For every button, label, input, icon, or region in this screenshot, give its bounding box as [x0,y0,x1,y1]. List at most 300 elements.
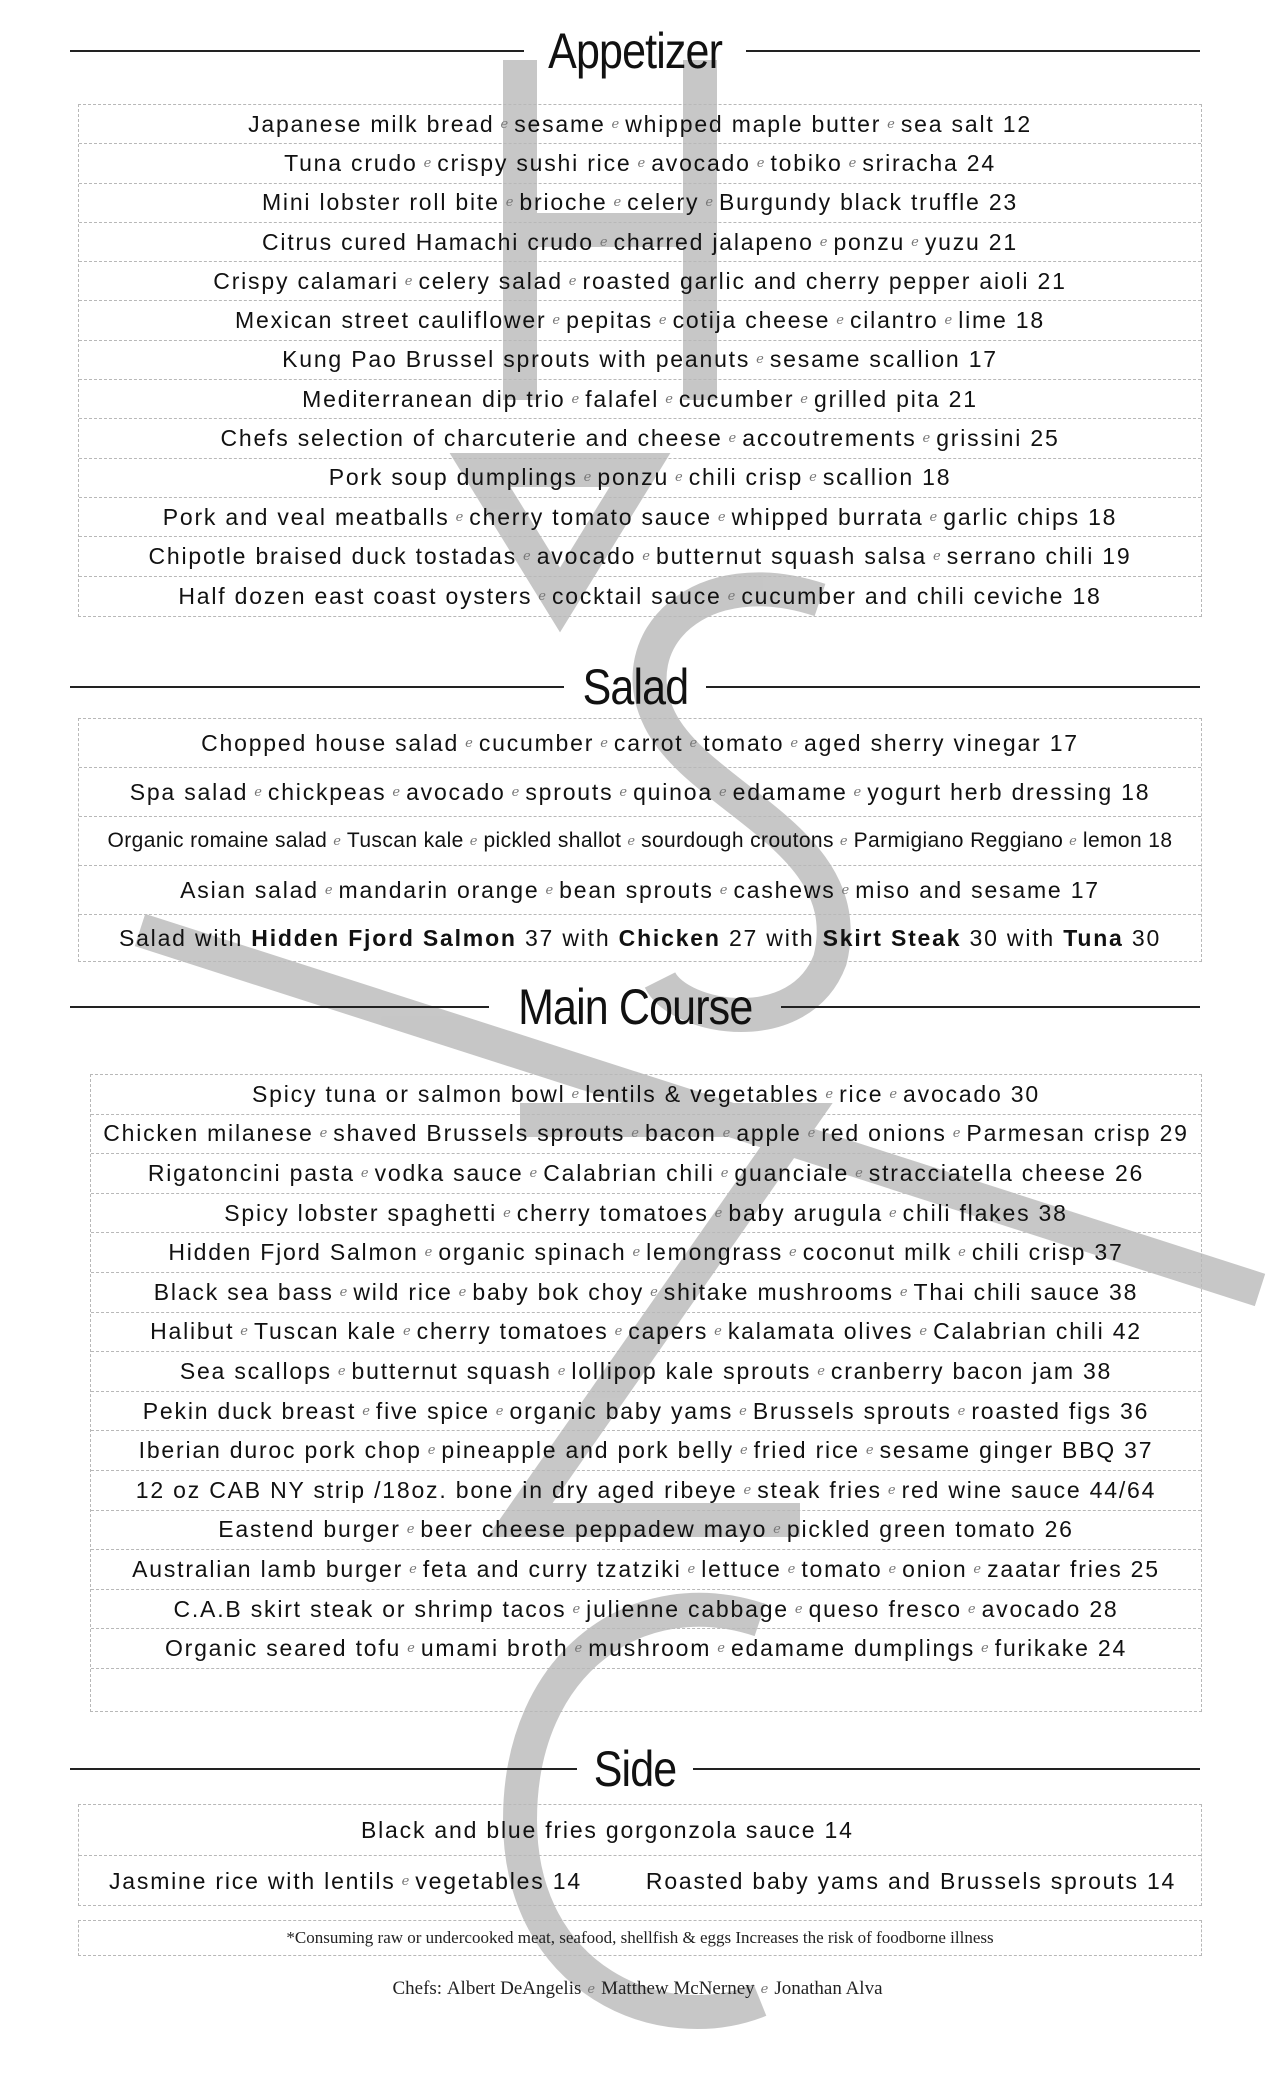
separator-icon: e [957,1403,966,1419]
menu-item-part: coconut milk [802,1239,953,1266]
menu-item-part: tobiko [770,149,843,176]
menu-item-part: rice [839,1080,884,1107]
menu-item-part: falafel [585,385,660,412]
menu-item-part: Burgundy black truffle 23 [719,189,1019,216]
separator-icon: e [503,1205,511,1221]
separator-icon: e [627,833,636,849]
separator-icon: e [240,1324,248,1340]
menu-item-part: edamame [732,778,848,805]
heading-rule-left [70,1006,489,1008]
menu-item-part: julienne cabbage [586,1595,789,1622]
menu-item-part: baby bok choy [472,1278,645,1305]
menu-item-part: Chefs selection of charcuterie and cheese [220,425,723,452]
separator-icon: e [557,1363,566,1379]
separator-icon: e [611,116,620,132]
separator-icon: e [911,234,919,250]
chefs-credit: Chefs: Albert DeAngelis e Matthew McNerney e Jonathan Alva [392,1978,883,1999]
menu-item-part: grissini 25 [936,425,1060,452]
salad-protein-row: Salad with Hidden Fjord Salmon 37 with Chicken 27 with Skirt Steak 30 with Tuna 30 [118,924,1162,951]
side-heading [70,1734,1200,1804]
separator-icon: e [642,548,650,564]
separator-icon: e [933,548,941,564]
separator-icon: e [714,1324,722,1340]
menu-item-part: organic spinach [438,1239,627,1266]
menu-item [79,459,1201,498]
separator-icon: e [511,784,520,800]
menu-item-part: Japanese milk bread [248,110,495,137]
menu-item-part: butternut squash salsa [655,542,928,569]
section-title: Salad [582,659,688,715]
separator-icon: e [409,1561,417,1577]
menu-item-part: quinoa [633,778,713,805]
separator-icon: e [756,352,764,368]
separator-icon: e [427,1443,436,1459]
separator-icon: e [743,1482,752,1498]
menu-item [79,817,1201,866]
separator-icon: e [572,1601,581,1617]
menu-item-part: bacon [644,1120,717,1147]
menu-item-part: wild rice [353,1278,453,1305]
menu-item-part: cucumber [678,385,795,412]
menu-item [79,419,1201,458]
menu-item-part: garlic chips 18 [943,503,1118,530]
separator-icon: e [887,116,895,132]
separator-icon: e [817,1363,825,1379]
menu-item-part: bean sprouts [559,876,714,903]
menu-item-part: pickled shallot [483,829,622,852]
separator-icon: e [402,1324,411,1340]
menu-item-part: yuzu 21 [924,228,1018,255]
menu-item-part: red onions [821,1120,947,1147]
menu-item-part: Calabrian chili [543,1159,715,1186]
menu-item-part: sesame ginger BBQ 37 [879,1437,1154,1464]
separator-icon: e [958,1245,966,1261]
separator-icon: e [728,431,737,447]
separator-icon: e [568,273,577,289]
menu-item-part: avocado [406,778,506,805]
menu-item [91,1313,1201,1353]
menu-item-part: avocado 30 [903,1080,1040,1107]
separator-icon: e [631,1126,639,1142]
appetizer-heading [70,16,1200,86]
menu-item [79,577,1201,616]
menu-item [91,1115,1201,1155]
menu-item-part: Kung Pao Brussel sprouts with peanuts [282,346,751,373]
separator-icon: e [545,882,554,898]
separator-icon: e [720,1165,729,1181]
menu-item-part: yogurt herb dressing 18 [867,778,1151,805]
separator-icon: e [505,195,514,211]
heading-rule-right [781,1006,1200,1008]
separator-icon: e [552,313,561,329]
heading-rule-right [706,686,1200,688]
heading-rule-right [746,50,1200,52]
menu-item-part: roasted garlic and cherry pepper aioli 21 [582,267,1067,294]
separator-icon: e [423,155,432,171]
menu-item-part: Halibut [150,1318,235,1345]
menu-item-part: chili crisp [688,464,804,491]
menu-item-part: furikake 24 [994,1635,1128,1662]
menu-item-part: cranberry bacon jam 38 [830,1357,1113,1384]
separator-icon: e [717,1641,725,1657]
separator-icon: e [571,1086,580,1102]
separator-icon: e [705,195,714,211]
separator-icon: e [825,1086,834,1102]
menu-item-part: organic baby yams [509,1397,734,1424]
separator-icon: e [794,1601,803,1617]
menu-item-part: chili flakes 38 [902,1199,1068,1226]
separator-icon: e [455,509,464,525]
menu-item-part: Spa salad [129,778,249,805]
menu-item-part: sprouts [525,778,614,805]
separator-icon: e [658,313,667,329]
separator-icon: e [922,431,931,447]
menu-item-part: Black sea bass [153,1278,334,1305]
menu-item-part: feta and curry tzatziki [422,1555,682,1582]
menu-item-part: Mediterranean dip trio [302,385,566,412]
separator-icon: e [254,784,262,800]
heading-rule-left [70,686,564,688]
allergy-footnote: *Consuming raw or undercooked meat, seafood, shellfish & eggs Increases the risk of foodborne illness [78,1920,1202,1956]
separator-icon: e [967,1601,976,1617]
menu-item-part: miso and sesame 17 [855,876,1100,903]
menu-item-part: baby arugula [728,1199,883,1226]
menu-item-part: sesame scallion 17 [769,346,998,373]
separator-icon: e [339,1284,348,1300]
menu-item [79,184,1201,223]
separator-icon: e [583,470,592,486]
separator-icon: e [613,195,622,211]
menu-item-part: celery [627,189,700,216]
menu-item [91,1352,1201,1392]
menu-item-part: lettuce [701,1555,782,1582]
menu-item-part: zaatar fries 25 [987,1555,1160,1582]
separator-icon: e [500,116,509,132]
separator-icon: e [865,1443,874,1459]
separator-icon: e [888,1561,897,1577]
separator-icon: e [789,1245,797,1261]
separator-icon: e [650,1284,658,1300]
menu-item-part: carrot [613,729,684,756]
menu-item-part: sesame [514,110,606,137]
menu-item-part: pineapple and pork belly [441,1437,734,1464]
separator-icon: e [714,1205,723,1221]
menu-item-part: Chicken milanese [103,1120,314,1147]
menu-item-part: lemon 18 [1082,829,1173,852]
menu-item-part: Asian salad [180,876,319,903]
menu-item-part: whipped maple butter [625,110,882,137]
menu-item-part: onion [902,1555,968,1582]
separator-icon: e [600,735,608,751]
menu-item [91,1233,1201,1273]
menu-item [91,1590,1201,1630]
menu-item [79,341,1201,380]
menu-item-part: Spicy lobster spaghetti [224,1199,498,1226]
menu-item-part: tomato [703,729,785,756]
salad-list [78,718,1202,962]
menu-item-part: umami broth [420,1635,569,1662]
heading-rule-left [70,50,524,52]
menu-item [79,380,1201,419]
separator-icon: e [469,833,478,849]
menu-item [91,1154,1201,1194]
menu-item-part: queso fresco [808,1595,962,1622]
separator-icon: e [888,1205,897,1221]
menu-item-part: lime 18 [958,307,1045,334]
separator-icon: e [787,1561,796,1577]
menu-item [79,105,1201,144]
menu-item-part: tomato [801,1555,883,1582]
menu-item-part: ponzu [833,228,906,255]
menu-item-part: cucumber [478,729,595,756]
separator-icon: e [807,1126,816,1142]
menu-item-part: cilantro [849,307,939,334]
separator-icon: e [587,1981,596,1997]
menu-item [91,1273,1201,1313]
separator-icon: e [523,548,531,564]
section-title: Side [593,1741,677,1797]
menu-item-part: crispy sushi rice [437,149,632,176]
separator-icon: e [899,1284,908,1300]
menu-item-part: mushroom [588,1635,712,1662]
menu-item [91,1392,1201,1432]
separator-icon: e [739,1403,747,1419]
separator-icon: e [465,735,473,751]
menu-item-part: apple [736,1120,802,1147]
separator-icon: e [324,882,333,898]
menu-item [91,1629,1201,1669]
separator-icon: e [981,1641,989,1657]
menu-item [91,1194,1201,1234]
separator-icon: e [333,833,341,849]
separator-icon: e [362,1403,370,1419]
menu-item-part: chili crisp 37 [971,1239,1124,1266]
menu-item-part: Organic seared tofu [164,1635,402,1662]
separator-icon: e [619,784,628,800]
separator-icon: e [637,155,646,171]
menu-item [91,1550,1201,1590]
separator-icon: e [773,1522,781,1538]
separator-icon: e [574,1641,583,1657]
menu-item-part: scallion 18 [822,464,952,491]
menu-item-part: 12 oz CAB NY strip /18oz. bone in dry aged ribeye [135,1476,738,1503]
menu-item-part: Calabrian chili 42 [933,1318,1142,1345]
menu-item-part: cucumber and chili ceviche 18 [741,582,1102,609]
menu-item [91,1511,1201,1551]
separator-icon: e [717,509,726,525]
separator-icon: e [919,1324,928,1340]
menu-item-part: mandarin orange [338,876,540,903]
menu-item-part: cocktail sauce [551,582,722,609]
menu-item-part: lemongrass [646,1239,784,1266]
separator-icon: e [538,588,546,604]
menu-item-part: lollipop kale sprouts [571,1357,812,1384]
menu-item-part: Thai chili sauce 38 [913,1278,1139,1305]
menu-item-part: five spice [375,1397,490,1424]
menu-item-part: grilled pita 21 [814,385,978,412]
menu-item-part: Pork soup dumplings [328,464,578,491]
menu-item-part: Australian lamb burger [132,1555,404,1582]
menu-item [91,1075,1201,1115]
menu-item-part: avocado [651,149,751,176]
separator-icon: e [675,470,683,486]
menu-item-part: Crispy calamari [213,267,399,294]
menu-item-part: avocado [536,542,637,569]
menu-item-part: Brussels sprouts [752,1397,952,1424]
separator-icon: e [973,1561,982,1577]
menu-item-part: roasted figs 36 [971,1397,1150,1424]
separator-icon: e [722,1126,731,1142]
side-item: Black and blue fries gorgonzola sauce 14 [79,1805,1201,1856]
section-title: Main Course [517,979,753,1035]
menu-item-part: fried rice [753,1437,860,1464]
menu-item-part: celery salad [418,267,563,294]
separator-icon: e [719,882,728,898]
menu-item [79,537,1201,576]
menu-item-part: Sea scallops [179,1357,332,1384]
menu-item-part: Iberian duroc pork chop [138,1437,422,1464]
menu-item-part: vodka sauce [374,1159,524,1186]
separator-icon: e [800,391,808,407]
menu-item-part: Pork and veal meatballs [162,503,450,530]
empty-row [91,1669,1201,1711]
separator-icon: e [529,1165,538,1181]
menu-item-part: cherry tomatoes [516,1199,709,1226]
heading-rule-right [693,1768,1200,1770]
separator-icon: e [929,509,938,525]
menu-item-part: ponzu [597,464,670,491]
separator-icon: e [739,1443,748,1459]
separator-icon: e [319,1126,328,1142]
menu-item [79,144,1201,183]
menu-item-part: Rigatoncini pasta [147,1159,355,1186]
separator-icon: e [407,1641,415,1657]
separator-icon: e [401,1873,410,1889]
separator-icon: e [571,391,580,407]
menu-item-part: butternut squash [351,1357,552,1384]
separator-icon: e [841,882,850,898]
separator-icon: e [632,1245,641,1261]
menu-item-part: charred jalapeno [613,228,814,255]
menu-item-part: cherry tomato sauce [469,503,712,530]
separator-icon: e [1069,833,1077,849]
separator-icon: e [424,1245,433,1261]
menu-item [91,1431,1201,1471]
separator-icon: e [665,391,673,407]
menu-item-part: Tuscan kale [254,1318,397,1345]
menu-item-part: brioche [519,189,608,216]
menu-item-part: Parmigiano Reggiano [853,829,1064,852]
menu-item-part: Organic romaine salad [107,829,328,852]
menu-item-part: steak fries [757,1476,882,1503]
menu-item [91,1471,1201,1511]
menu-item-part: pepitas [566,307,653,334]
separator-icon: e [952,1126,961,1142]
side-list [78,1804,1202,1906]
menu-item-part: serrano chili 19 [946,542,1132,569]
menu-item-part: accoutrements [742,425,917,452]
separator-icon: e [718,784,727,800]
menu-item-part: Eastend burger [218,1516,401,1543]
menu-item-part: chickpeas [267,778,387,805]
salad-heading [70,652,1200,722]
menu-item-part: cherry tomatoes [416,1318,609,1345]
main-course-list [90,1074,1202,1712]
menu-item [79,866,1201,915]
appetizer-list [78,104,1202,617]
menu-item [79,498,1201,537]
separator-icon: e [406,1522,415,1538]
separator-icon: e [614,1324,623,1340]
separator-icon: e [887,1482,896,1498]
menu-item-part: sriracha 24 [862,149,996,176]
separator-icon: e [404,273,413,289]
separator-icon: e [819,234,828,250]
separator-icon: e [392,784,401,800]
menu-item-part: cotija cheese [672,307,831,334]
menu-item-part: Mexican street cauliflower [235,307,547,334]
heading-rule-left [70,1768,577,1770]
separator-icon: e [889,1086,898,1102]
menu-item-part: Chipotle braised duck tostadas [148,542,518,569]
separator-icon: e [458,1284,467,1300]
menu-item [79,719,1201,768]
menu-item-part: whipped burrata [731,503,924,530]
menu-item-part: beer cheese peppadew mayo [420,1516,768,1543]
separator-icon: e [839,833,848,849]
separator-icon: e [836,313,844,329]
menu-item-part: Tuscan kale [346,829,464,852]
separator-icon: e [756,155,765,171]
menu-item [79,301,1201,340]
separator-icon: e [599,234,608,250]
menu-item-part: Half dozen east coast oysters [178,582,533,609]
menu-item-part: aged sherry vinegar 17 [804,729,1079,756]
menu-item-part: shaved Brussels sprouts [333,1120,626,1147]
menu-item-part: red wine sauce 44/64 [901,1476,1157,1503]
separator-icon: e [760,1981,769,1997]
menu-item-part: Chopped house salad [201,729,460,756]
separator-icon: e [855,1165,863,1181]
separator-icon: e [853,784,862,800]
menu-item-part: pickled green tomato 26 [786,1516,1074,1543]
separator-icon: e [337,1363,346,1379]
menu-item-part: C.A.B skirt steak or shrimp tacos [173,1595,567,1622]
separator-icon: e [790,735,799,751]
main-course-heading [70,972,1200,1042]
menu-item-part: sea salt 12 [900,110,1032,137]
menu-item-part: Parmesan crisp 29 [966,1120,1189,1147]
menu-item-part: kalamata olives [727,1318,914,1345]
separator-icon: e [687,1561,696,1577]
separator-icon: e [809,470,817,486]
menu-item-part: Tuna crudo [284,149,418,176]
section-title: Appetizer [548,23,722,79]
menu-item-part: Mini lobster roll bite [261,189,500,216]
menu-item-part: Spicy tuna or salmon bowl [252,1080,566,1107]
menu-item-part: Citrus cured Hamachi crudo [262,228,594,255]
separator-icon: e [360,1165,369,1181]
separator-icon: e [495,1403,504,1419]
side-item-row: Jasmine rice with lentils e vegetables 14 Roasted baby yams and Brussels sprouts 14 [109,1867,1177,1894]
menu-item-part: sourdough croutons [641,829,834,852]
menu-item [79,768,1201,817]
menu-item-part: guanciale [734,1159,850,1186]
menu-item [79,223,1201,262]
menu-item-part: lentils & vegetables [585,1080,820,1107]
separator-icon: e [727,588,736,604]
menu-item-part: capers [628,1318,709,1345]
